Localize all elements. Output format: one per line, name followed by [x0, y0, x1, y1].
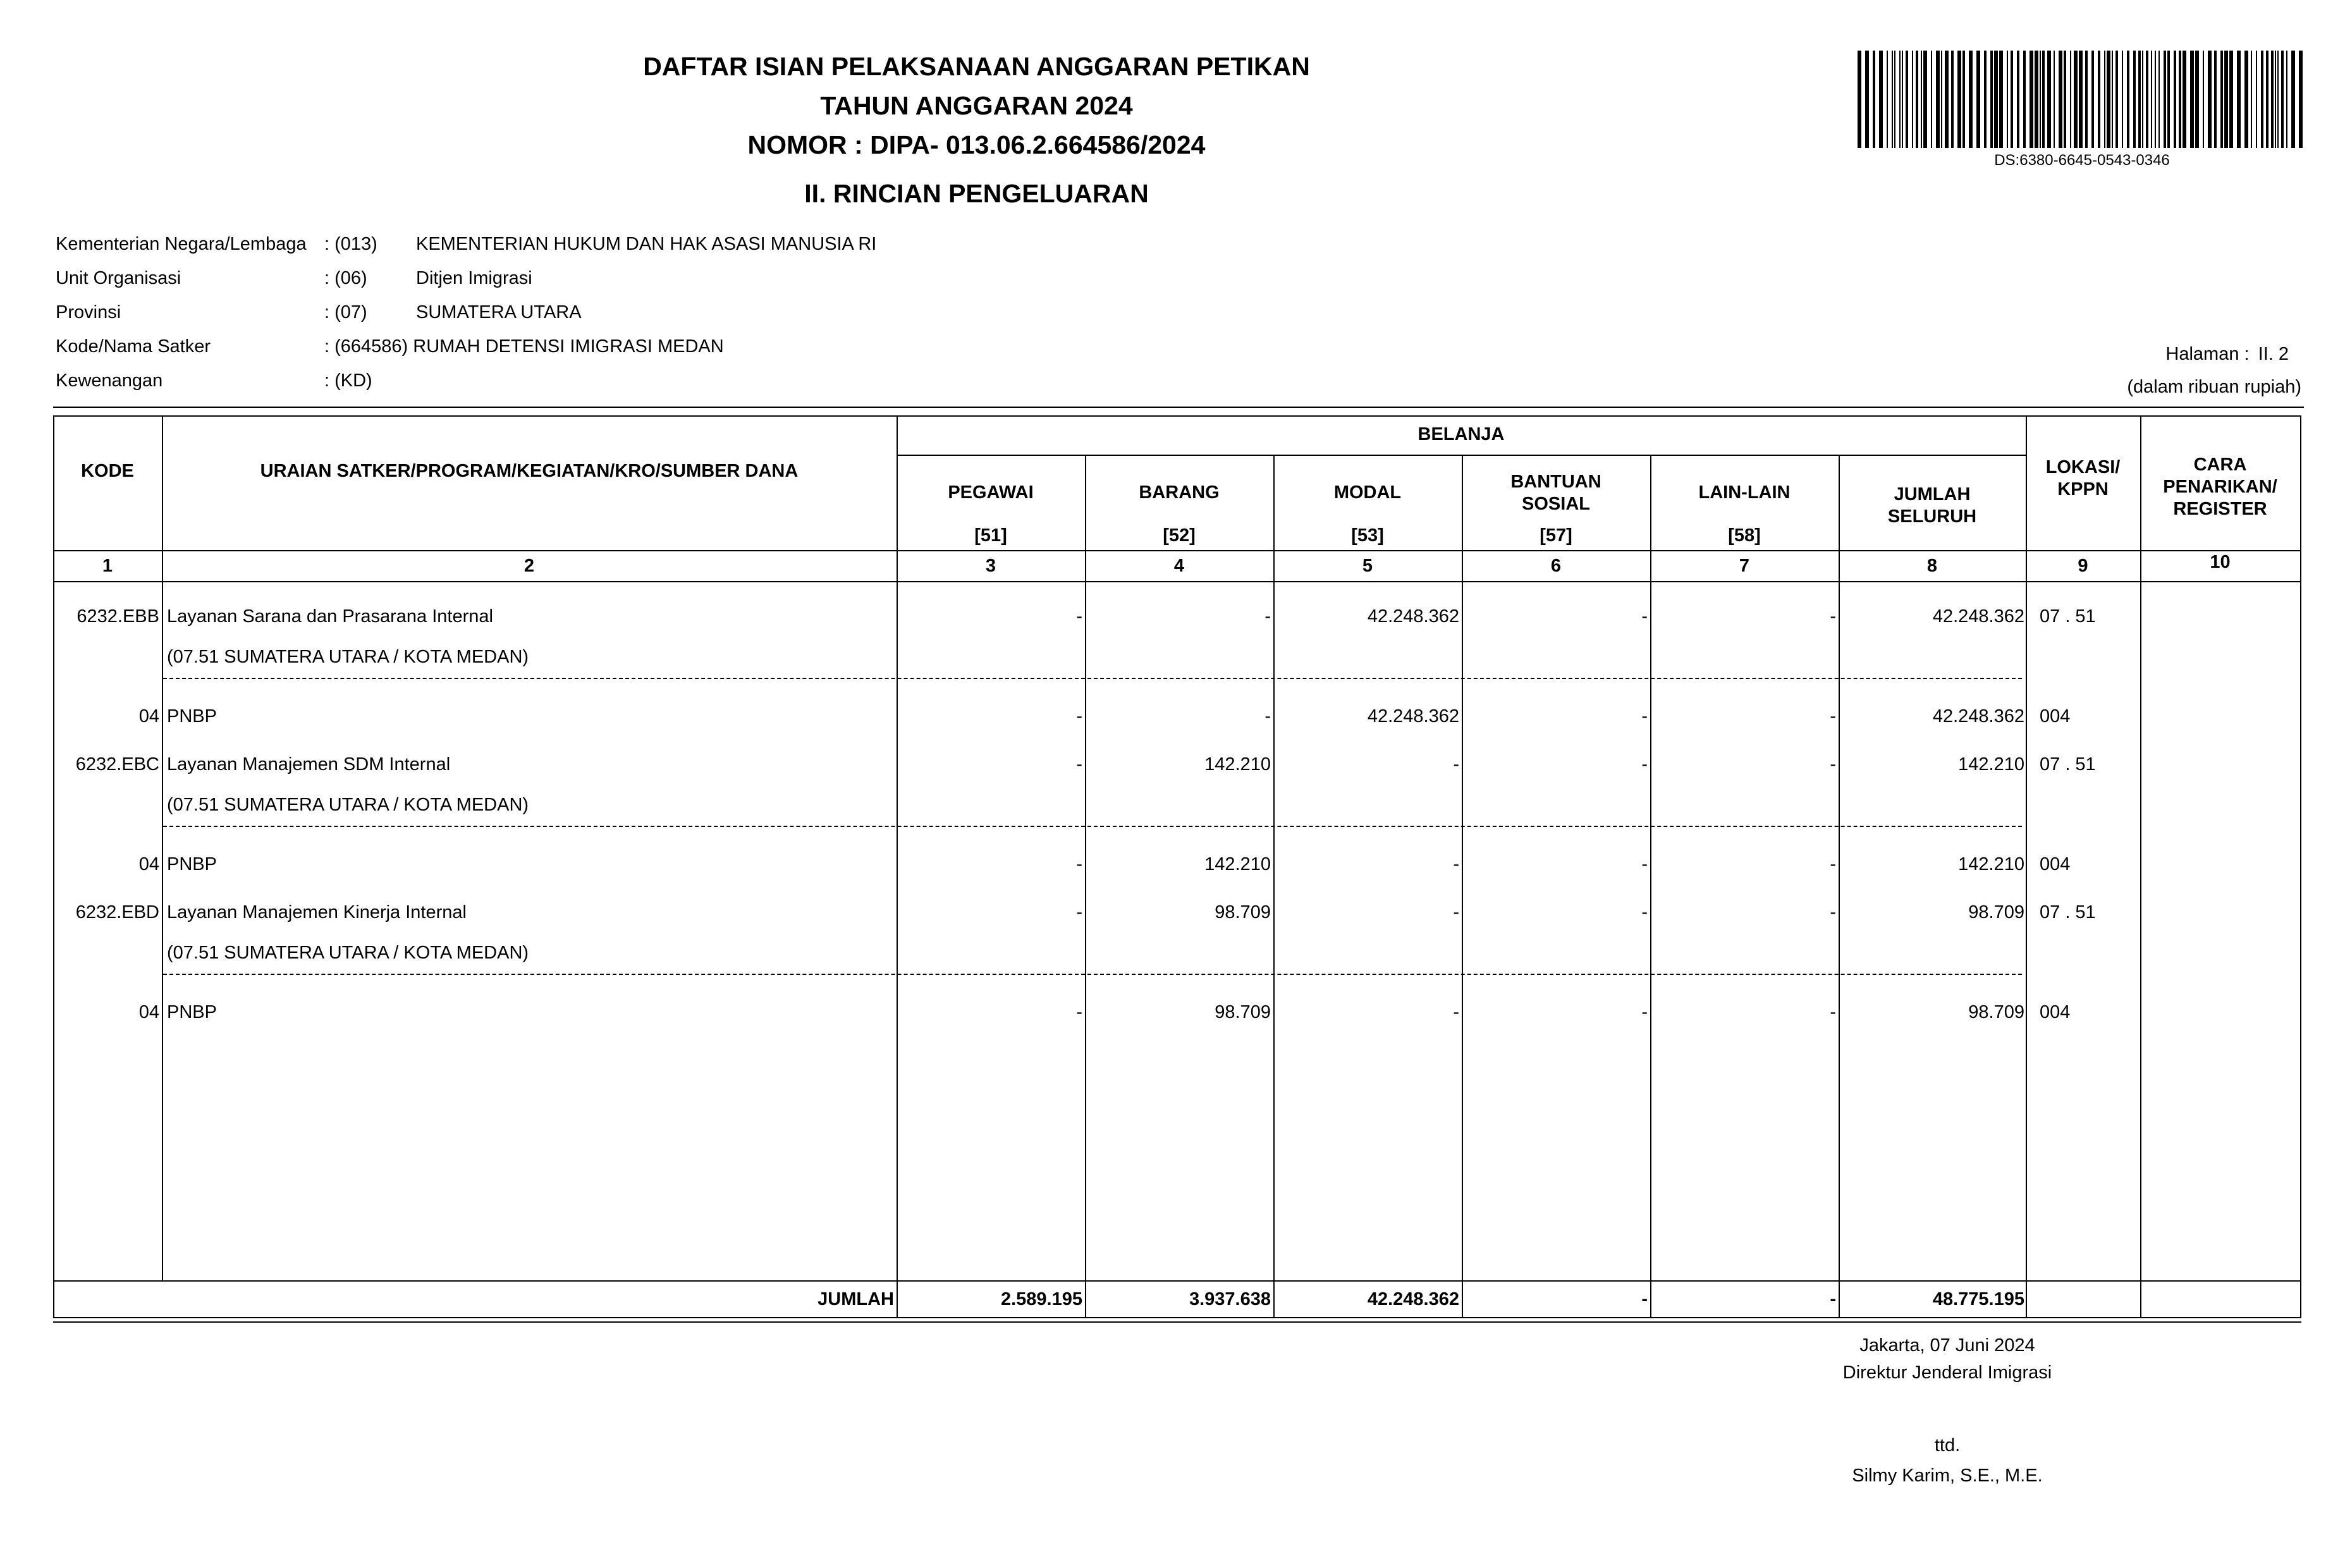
row-bansos: - [1641, 706, 1648, 726]
col-header-bansos-2: SOSIAL [1522, 494, 1590, 514]
info-value: KEMENTERIAN HUKUM DAN HAK ASASI MANUSIA RI [416, 234, 877, 254]
total-modal: 42.248.362 [1367, 1289, 1459, 1309]
row-barang: 98.709 [1215, 902, 1271, 922]
page-label: Halaman : [2165, 344, 2250, 364]
info-label: Provinsi [56, 302, 121, 322]
fiscal-year-title: TAHUN ANGGARAN 2024 [820, 91, 1133, 120]
row-uraian: Layanan Manajemen SDM Internal [167, 754, 451, 775]
row-lokasi: 004 [2040, 706, 2071, 726]
row-bansos: - [1641, 1002, 1648, 1022]
col-header-pegawai: PEGAWAI [948, 482, 1034, 503]
row-barang: - [1264, 606, 1271, 627]
row-jumlah: 98.709 [1968, 1002, 2024, 1022]
row-pegawai: - [1076, 706, 1082, 726]
col-number: 2 [523, 556, 535, 576]
row-uraian: Layanan Manajemen Kinerja Internal [167, 902, 467, 922]
row-modal: 42.248.362 [1367, 606, 1459, 627]
row-lain: - [1830, 1002, 1836, 1022]
info-code: : (06) [324, 268, 367, 288]
col-code-bansos: [57] [1540, 525, 1572, 546]
row-lokasi: 07 . 51 [2040, 902, 2096, 922]
row-uraian: (07.51 SUMATERA UTARA / KOTA MEDAN) [167, 795, 529, 815]
info-label: Kementerian Negara/Lembaga [56, 234, 307, 254]
row-pegawai: - [1076, 606, 1082, 627]
row-lain: - [1830, 902, 1836, 922]
row-barang: 98.709 [1215, 1002, 1271, 1022]
row-uraian: (07.51 SUMATERA UTARA / KOTA MEDAN) [167, 943, 529, 963]
row-jumlah: 142.210 [1958, 754, 2024, 775]
signature-place-date: Jakarta, 07 Juni 2024 [1859, 1335, 2035, 1356]
info-value: Ditjen Imigrasi [416, 268, 532, 288]
row-kode: 04 [138, 1002, 159, 1022]
row-uraian: Layanan Sarana dan Prasarana Internal [167, 606, 493, 627]
row-lokasi: 004 [2040, 854, 2071, 874]
row-barang: 142.210 [1204, 854, 1271, 874]
row-kode: 04 [138, 854, 159, 874]
row-modal: 42.248.362 [1367, 706, 1459, 726]
row-barang: 142.210 [1204, 754, 1271, 775]
col-number: 9 [2078, 556, 2088, 576]
col-code-pegawai: [51] [974, 525, 1007, 546]
page-number: II. 2 [2258, 344, 2289, 364]
col-header-jumlah-2: SELURUH [1887, 506, 1977, 527]
row-lain: - [1830, 854, 1836, 874]
row-kode: 6232.EBB [77, 606, 159, 627]
row-uraian: (07.51 SUMATERA UTARA / KOTA MEDAN) [167, 647, 529, 667]
row-modal: - [1453, 754, 1459, 775]
row-pegawai: - [1076, 1002, 1082, 1022]
row-lain: - [1830, 706, 1836, 726]
col-number: 1 [102, 556, 113, 576]
col-header-modal: MODAL [1333, 482, 1402, 503]
row-lain: - [1830, 606, 1836, 627]
info-value: SUMATERA UTARA [416, 302, 582, 322]
col-number: 5 [1362, 556, 1373, 576]
col-header-lokasi-2: KPPN [2057, 479, 2109, 499]
col-header-belanja: BELANJA [1417, 424, 1505, 444]
col-code-barang: [52] [1163, 525, 1196, 546]
row-lain: - [1830, 754, 1836, 775]
col-code-lain: [58] [1728, 525, 1761, 546]
row-lokasi: 07 . 51 [2040, 754, 2096, 775]
currency-unit-note: (dalam ribuan rupiah) [2127, 377, 2301, 397]
row-lokasi: 07 . 51 [2040, 606, 2096, 627]
info-label: Unit Organisasi [56, 268, 181, 288]
row-jumlah: 98.709 [1968, 902, 2024, 922]
row-kode: 04 [138, 706, 159, 726]
col-header-jumlah-1: JUMLAH [1894, 484, 1971, 505]
signature-name: Silmy Karim, S.E., M.E. [1852, 1466, 2043, 1486]
total-jumlah: 48.775.195 [1932, 1289, 2024, 1309]
barcode-id: DS:6380-6645-0543-0346 [1994, 152, 2170, 169]
col-number: 3 [985, 556, 996, 576]
barcode-graphic [1858, 51, 2306, 148]
row-modal: - [1453, 902, 1459, 922]
row-kode: 6232.EBD [75, 902, 159, 922]
col-header-uraian: URAIAN SATKER/PROGRAM/KEGIATAN/KRO/SUMBER DANA [260, 461, 799, 481]
info-code: : (013) [324, 234, 377, 254]
col-header-lokasi-1: LOKASI/ [2045, 457, 2121, 477]
total-lain: - [1830, 1289, 1836, 1309]
row-pegawai: - [1076, 902, 1082, 922]
col-header-cara-2: PENARIKAN/ [2163, 477, 2277, 497]
col-header-cara-1: CARA [2193, 455, 2247, 475]
row-bansos: - [1641, 606, 1648, 627]
page-indicator [2086, 344, 2289, 365]
row-uraian: PNBP [167, 854, 217, 874]
row-barang: - [1264, 706, 1271, 726]
row-modal: - [1453, 1002, 1459, 1022]
total-label: JUMLAH [817, 1289, 894, 1309]
row-modal: - [1453, 854, 1459, 874]
total-bansos: - [1641, 1289, 1648, 1309]
info-code: : (07) [324, 302, 367, 322]
row-bansos: - [1641, 902, 1648, 922]
row-jumlah: 42.248.362 [1932, 606, 2024, 627]
total-barang: 3.937.638 [1189, 1289, 1271, 1309]
row-pegawai: - [1076, 854, 1082, 874]
total-pegawai: 2.589.195 [1000, 1289, 1082, 1309]
col-number: 10 [2210, 552, 2231, 572]
col-number: 8 [1926, 556, 1938, 576]
col-code-modal: [53] [1351, 525, 1384, 546]
col-header-lain: LAIN-LAIN [1698, 482, 1791, 503]
info-code: : (664586) RUMAH DETENSI IMIGRASI MEDAN [324, 336, 724, 357]
col-number: 7 [1739, 556, 1750, 576]
signature-ttd: ttd. [1934, 1435, 1961, 1455]
row-uraian: PNBP [167, 1002, 217, 1022]
row-uraian: PNBP [167, 706, 217, 726]
col-number: 4 [1173, 556, 1185, 576]
col-header-barang: BARANG [1139, 482, 1220, 503]
row-bansos: - [1641, 854, 1648, 874]
col-header-bansos-1: BANTUAN [1510, 472, 1601, 492]
row-jumlah: 42.248.362 [1932, 706, 2024, 726]
row-kode: 6232.EBC [75, 754, 159, 775]
dipa-number: NOMOR : DIPA- 013.06.2.664586/2024 [747, 130, 1206, 159]
section-title: II. RINCIAN PENGELUARAN [804, 179, 1149, 208]
header-separator [53, 407, 2304, 408]
row-jumlah: 142.210 [1958, 854, 2024, 874]
info-label: Kewenangan [56, 371, 163, 391]
col-number: 6 [1550, 556, 1562, 576]
row-lokasi: 004 [2040, 1002, 2071, 1022]
col-header-cara-3: REGISTER [2173, 499, 2267, 519]
col-header-kode: KODE [81, 461, 134, 481]
info-code: : (KD) [324, 371, 372, 391]
signature-position: Direktur Jenderal Imigrasi [1842, 1363, 2052, 1383]
row-pegawai: - [1076, 754, 1082, 775]
document-title: DAFTAR ISIAN PELAKSANAAN ANGGARAN PETIKAN [643, 52, 1310, 81]
row-bansos: - [1641, 754, 1648, 775]
info-label: Kode/Nama Satker [56, 336, 211, 357]
